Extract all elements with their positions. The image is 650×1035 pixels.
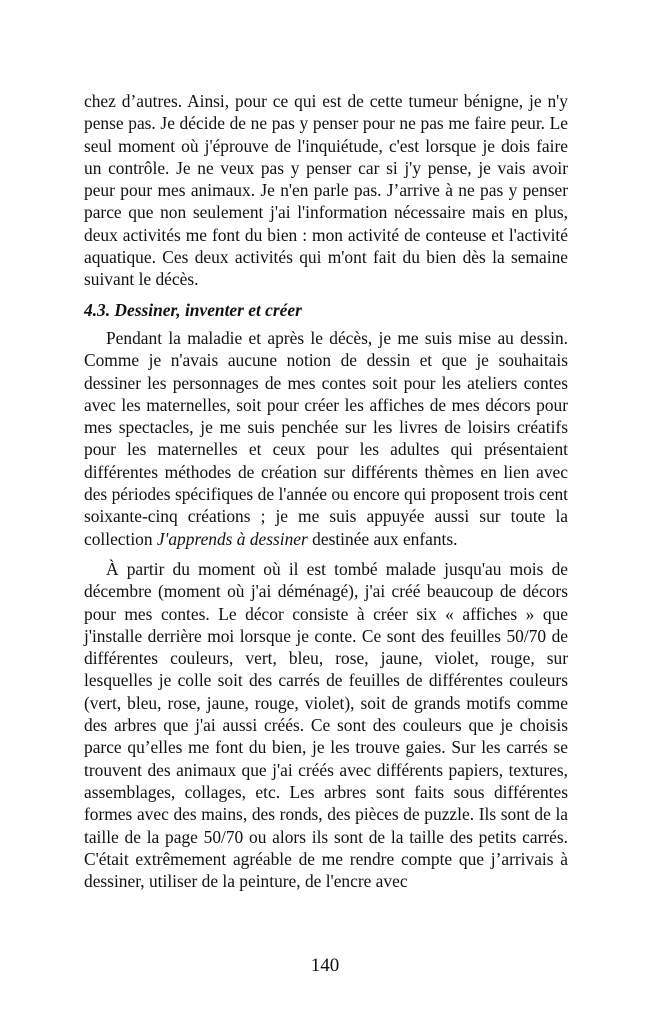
paragraph-3: À partir du moment où il est tombé malade jusqu'au mois de décembre (moment où j'ai déménagé), j'ai créé beaucoup de décors pour mes contes. Le décor consiste à créer six « affiches » que j'installe derrière moi lorsque je conte. Ce sont des feuilles 50/70 de différentes couleurs, vert, bleu, rose, jaune, violet, rouge, sur lesquelles je colle soit des carrés de feuilles de différentes couleurs (vert, bleu, rose, jaune, rouge, violet), soit de grands motifs comme des arbres que j'ai aussi créés. Ce sont des couleurs que je choisis parce qu’elles me font du bien, je les trouve gaies. Sur les carrés se trouvent des animaux que j'ai créés avec différents papiers, textures, assemblages, collages, etc. Les arbres sont faits sous différentes formes avec des mains, des ronds, des pièces de puzzle. Ils sont de la taille de la page 50/70 ou alors ils sont de la taille des petits carrés. C'était extrêmement agréable de me rendre compte que j’arrivais à dessiner, utiliser de la peinture, de l'encre avec (84, 558, 568, 892)
book-title: J'apprends à dessiner (156, 528, 308, 549)
paragraph-2-text-after: destinée aux enfants. (307, 528, 458, 549)
paragraph-2 (84, 327, 568, 550)
page-body (84, 90, 568, 892)
paragraph-1: chez d’autres. Ainsi, pour ce qui est de cette tumeur bénigne, je n'y pense pas. Je décide de ne pas y penser pour ne pas me faire peur. Le seul moment où j'éprouve de l'inquiétude, c'est lorsque je dois faire un contrôle. Je ne veux pas y penser car si j'y pense, je vais avoir peur pour mes animaux. Je n'en parle pas. J’arrive à ne pas y penser parce que non seulement j'ai l'information nécessaire mais en plus, deux activités me font du bien : mon activité de conteuse et l'activité aquatique. Ces deux activités qui m'ont fait du bien dès la semaine suivant le décès. (84, 91, 568, 290)
section-heading: 4.3. Dessiner, inventer et créer (84, 299, 302, 320)
paragraph-2-text-before: Pendant la maladie et après le décès, je me suis mise au dessin. Comme je n'avais aucune notion de dessin et que je souhaitais dessiner les personnages de mes contes soit pour les ateliers contes avec les maternelles, soit pour créer les affiches de mes décors pour mes spectacles, je me suis penchée sur les livres de loisirs créatifs pour les maternelles et ceux pour les adultes qui présentaient différentes méthodes de création sur différents thèmes en lien avec des périodes spécifiques de l'année ou encore qui proposent trois cent soixante-cinq créations ; je me suis appuyée aussi sur toute la collection (84, 327, 568, 549)
page-number: 140 (310, 955, 340, 976)
